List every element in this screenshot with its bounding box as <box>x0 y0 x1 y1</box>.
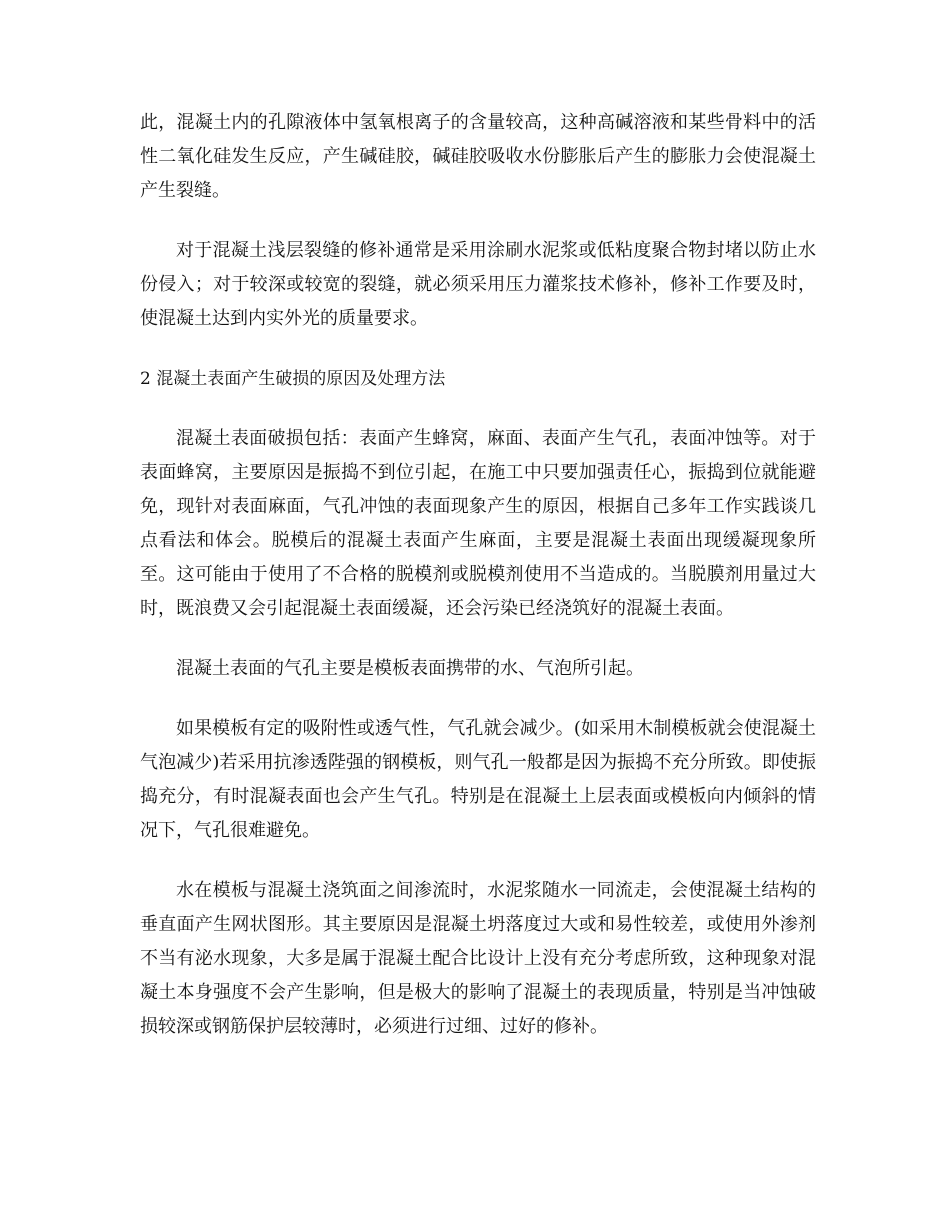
paragraph-alkali-reaction: 此，混凝土内的孔隙液体中氢氧根离子的含量较高，这种高碱溶液和某些骨料中的活性二氧化硅发生反应，产生碱硅胶，碱硅胶吸收水份膨胀后产生的膨胀力会使混凝土产生裂缝。 <box>140 112 816 201</box>
paragraph-formwork-permeability: 如果模板有定的吸附性或透气性，气孔就会减少。(如采用木制模板就会使混凝土气泡减少)若采用抗渗透陛强的钢模板，则气孔一般都是因为振捣不充分所致。即使振捣充分，有时混凝表面也会产生气孔。特别是在混凝土上层表面或模板向内倾斜的情况下，气孔很难避免。 <box>140 718 816 841</box>
paragraph-water-erosion: 水在模板与混凝土浇筑面之间渗流时，水泥浆随水一同流走，会使混凝土结构的垂直面产生网状图形。其主要原因是混凝土坍落度过大或和易性较差，或使用外渗剂不当有泌水现象，大多是属于混凝土配合比设计上没有充分考虑所致，这种现象对混凝土本身强度不会产生影响，但是极大的影响了混凝土的表现质量，特别是当冲蚀破损较深或钢筋保护层较薄时，必须进行过细、过好的修补。 <box>140 880 816 1037</box>
paragraph-surface-damage: 混凝土表面破损包括：表面产生蜂窝，麻面、表面产生气孔，表面冲蚀等。对于表面蜂窝，主要原因是振捣不到位引起，在施工中只要加强责任心，振捣到位就能避免，现针对表面麻面，气孔冲蚀的表面现象产生的原因，根据自己多年工作实践谈几点看法和体会。脱模后的混凝土表面产生麻面，主要是混凝土表面出现缓凝现象所至。这可能由于使用了不合格的脱模剂或脱模剂使用不当造成的。当脱膜剂用量过大时，既浪费又会引起混凝土表面缓凝，还会污染已经浇筑好的混凝土表面。 <box>140 428 816 619</box>
section-heading: 2 混凝土表面产生破损的原因及处理方法 <box>140 369 446 389</box>
paragraph-air-holes-cause: 混凝土表面的气孔主要是模板表面携带的水、气泡所引起。 <box>176 658 644 679</box>
paragraph-crack-repair: 对于混凝土浅层裂缝的修补通常是采用涂刷水泥浆或低粘度聚合物封堵以防止水份侵入；对于较深或较宽的裂缝，就必须采用压力灌浆技术修补，修补工作要及时，使混凝土达到内实外光的质量要求。 <box>140 240 816 329</box>
document-body <box>140 106 816 1070</box>
